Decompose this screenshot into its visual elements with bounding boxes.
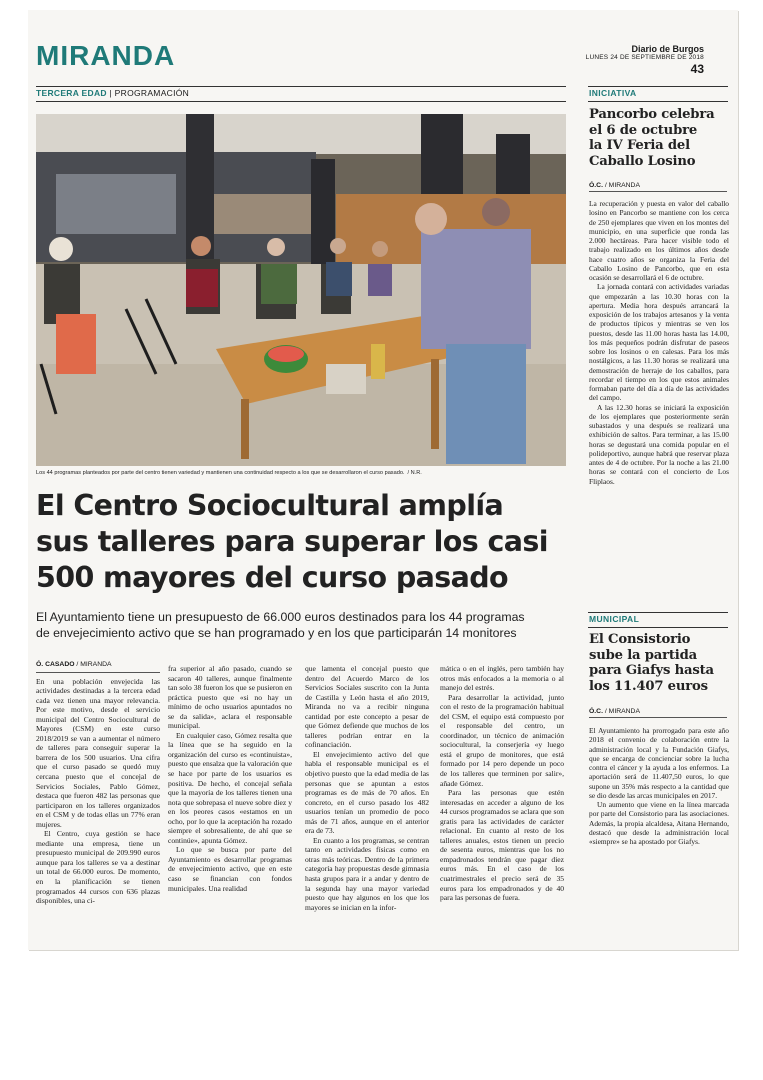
paper-name: Diario de Burgos	[631, 44, 704, 54]
headline-line: sube la partida	[589, 647, 697, 663]
paragraph: fra superior al año pasado, cuando se sacaron 40 talleres, aunque finalmente tan solo 38 fueron los que se pusieron en práctica puesto que «si no hay un mínimo de ocho usuarios apuntados no se da salida», aclara el responsable municipal.	[168, 664, 292, 731]
headline-line: 500 mayores del curso pasado	[36, 561, 509, 594]
headline-line: El Centro Sociocultural amplía	[36, 489, 504, 522]
byline-author: Ó.C.	[589, 182, 603, 189]
newspaper-page	[28, 10, 738, 950]
section-tag-subcategory: | PROGRAMACIÓN	[109, 88, 190, 98]
headline-line: la IV Feria del	[589, 138, 690, 154]
divider	[36, 101, 566, 102]
photo-caption	[36, 470, 566, 476]
sidebar-body	[589, 726, 729, 846]
paragraph: A las 12.30 horas se iniciará la exposición de los ejemplares que posteriormente serán subastados y una después se realizará una exhibición de saltos. Para terminar, a las 15.00 horas se degustará una comida popular en el polideportivo, aunque habrá que reservar plaza antes de 4 de octubre. Por la noche a las 21.00 horas se contará con el concierto de Los Fliplaos.	[589, 402, 729, 486]
paragraph: El Centro, cuya gestión se hace mediante una empresa, tiene un presupuesto municipal de 209.990 euros aunque para los talleres se va a destinar un total de 66.000 euros. De momento, en la planificación se tienen programados 44 cursos con 636 plazas disponibles, una ci-	[36, 829, 160, 906]
publication-date: LUNES 24 DE SEPTIEMBRE DE 2018	[585, 54, 704, 61]
headline-line: el 6 de octubre	[589, 122, 698, 138]
page-number: 43	[690, 62, 704, 76]
byline-place: / MIRANDA	[604, 182, 640, 189]
sidebar-headline	[589, 632, 729, 694]
article-headline	[36, 488, 566, 596]
sidebar-headline	[589, 107, 729, 169]
subheadline-line: de envejecimiento activo que se han programado y en los que participarán 14 monitores	[36, 626, 517, 640]
section-tag-category: TERCERA EDAD	[36, 88, 107, 98]
divider	[588, 101, 728, 102]
byline-author: Ó. CASADO	[36, 661, 75, 668]
article-subheadline	[36, 609, 566, 641]
headline-line: Caballo Losino	[589, 153, 696, 169]
byline-author: Ó.C.	[589, 708, 603, 715]
photo-credit: / N.R.	[407, 470, 422, 476]
paragraph: En una población envejecida las actividades destinadas a la tercera edad cada vez tienen una mayor relevancia. Por este motivo, desde el servicio municipal del Centro Sociocultural de Mayores (CSM) en este curso 2018/2019 se van a aumentar el número de talleres para conseguir superar la barrera de los 500 usuarios. Una cifra que el curso pasado se quedó muy cercana puesto que el concejal de Servicios Sociales, Pablo Gómez, destaca que fueron 482 las personas que participaron en los talleres organizados en el CSM y de todas ellas un 77% eran mujeres.	[36, 676, 160, 829]
sidebar-section-label: MUNICIPAL	[589, 614, 640, 624]
paragraph: que lamenta el concejal puesto que dentro del Acuerdo Marco de los Servicios Sociales suscrito con la Junta de Castilla y León hasta el año 2019, Miranda no va a recibir ninguna cantidad por este concepto a pesar de que Gómez defiende que muchos de los talleres podrían entrar en la cofinanciación.	[305, 664, 429, 750]
divider	[588, 612, 728, 613]
divider	[588, 86, 728, 87]
paragraph: El Ayuntamiento ha prorrogado para este año 2018 el convenio de colaboración entre la administración local y la Fundación Giafys, que se encarga de concienciar sobre la lucha contra el cáncer y la ayuda a los enfermos. La aportación será de 11.407,50 euros, lo que supone un 35% más respecto a la cantidad que se dio desde las arcas municipales en 2017.	[589, 726, 729, 800]
paper-info	[586, 44, 704, 76]
byline-place: / MIRANDA	[76, 661, 112, 668]
headline-line: El Consistorio	[589, 632, 691, 647]
headline-line: Pancorbo celebra	[589, 107, 715, 122]
paragraph: En cuanto a los programas, se centran tanto en actividades físicas como en otras más teóricas. Dentro de la primera categoría hay propuestas desde gimnasia hasta grupos para ir a andar y dentro de la segunda hay una mayor variedad puesto que hay algunos en los que los mayores se inician en la infor-	[305, 835, 429, 912]
paragraph: Un aumento que viene en la línea marcada por parte del Consistorio para las asociaciones. Además, la propia alcaldesa, Aitana Hernando, destacó que desde la administración local «siempre» se ha apostado por Giafys.	[589, 800, 729, 846]
paragraph: mática o en el inglés, pero también hay otros más enfocados a la memoria o al manejo del estrés.	[440, 664, 564, 693]
article-column-2	[168, 664, 292, 893]
article-photo	[36, 114, 566, 466]
sidebar-byline	[589, 182, 727, 192]
article-byline	[36, 660, 160, 673]
paragraph: La recuperación y puesta en valor del caballo losino en Pancorbo se mantiene con los cerca de 250 ejemplares que viven en los montes del municipio, en una superficie que ronda las 2.000 hectáreas. Para hacer visible todo el trabajo realizado en los últimos años desde hace cuatro años se organiza la Feria del Caballo Losino de Pancorbo, que en esta ocasión se desarrollará el 6 de octubre.	[589, 199, 729, 282]
paragraph: En cualquier caso, Gómez resalta que la línea que se ha seguido en la organización del curso es «continuista», puesto que ensalza que la valoración que se hace por parte de los usuarios es positiva. De hecho, el concejal señala que la mayoría de los talleres tienen una nota que sobrepasa el nueve sobre diez y en los peores casos «estamos en un ocho, por lo que la aceptación ha rozado siempre el sobresaliente, de ahí que se continúe», apunta Gómez.	[168, 730, 292, 845]
paragraph: El envejecimiento activo del que habla el responsable municipal es el objetivo puesto que la edad media de las personas que se apuntan a estos programas es de más de 70 años. En concreto, en el curso pasado los 482 usuarios tenían un promedio de poco más de 71 años, aunque en el anterior era de 73.	[305, 749, 429, 836]
sidebar-byline	[589, 708, 727, 718]
paragraph: Lo que se busca por parte del Ayuntamiento es desarrollar programas de envejecimiento activo, que en este caso se financian con fondos municipales. Una realidad	[168, 845, 292, 893]
divider	[36, 86, 566, 87]
headline-line: para Giafys hasta	[589, 663, 714, 679]
section-title: MIRANDA	[36, 40, 176, 71]
sidebar-body	[589, 199, 729, 486]
sidebar-section-label: INICIATIVA	[589, 88, 637, 98]
byline-place: / MIRANDA	[604, 708, 640, 715]
section-tag	[36, 88, 189, 98]
paragraph: Para las personas que estén interesadas en acceder a alguno de los 44 cursos programados se aclara que son gratis para las actividades de carácter relacional. En cuanto al resto de los talleres anuales, estos tienen un precio de sesenta euros, mientras que los no empadronados tendrán que pagar diez euros más. En el caso de los cuatrimestrales el precio será de 35 euros para los empadronados y de 40 para las personas de fuera.	[440, 788, 564, 903]
subheadline-line: El Ayuntamiento tiene un presupuesto de 66.000 euros destinados para los 44 programas	[36, 610, 525, 624]
divider	[588, 627, 728, 628]
article-column-4	[440, 664, 564, 903]
article-column-1	[36, 660, 160, 906]
caption-text: Los 44 programas planteados por parte del centro tienen variedad y mantienen una continuidad respecto a los que se desarrollaron el curso pasado.	[36, 470, 405, 476]
paragraph: Para desarrollar la actividad, junto con el resto de la programación habitual del CSM, el equipo está compuesto por el responsable del centro, un coordinador, un técnico de animación sociocultural, la conserjería «y luego está el grupo de monitores, que está formado por 14 pero depende un poco de los talleres que terminen por salir», añade Gómez.	[440, 692, 564, 788]
headline-line: los 11.407 euros	[589, 678, 708, 694]
article-column-3	[305, 664, 429, 912]
paragraph: La jornada contará con actividades variadas que empezarán a las 10.30 horas con la apertura. Media hora después arrancará la exposición de los trabajos artesanos y la venta de productos típicos y mientras se ven los puestos, desde las 11.00 horas hasta las 14.00, los más pequeños podrán disfrutar de paseos sobre los losinos o en calesas. Para los más nostálgicos, a las 11.30 horas se realizará una demostración de herraje de los caballos, para recordar el tiempo en los que estos animales formaban parte del día a día de las actividades del campo.	[589, 282, 729, 403]
headline-line: sus talleres para superar los casi	[36, 525, 548, 558]
